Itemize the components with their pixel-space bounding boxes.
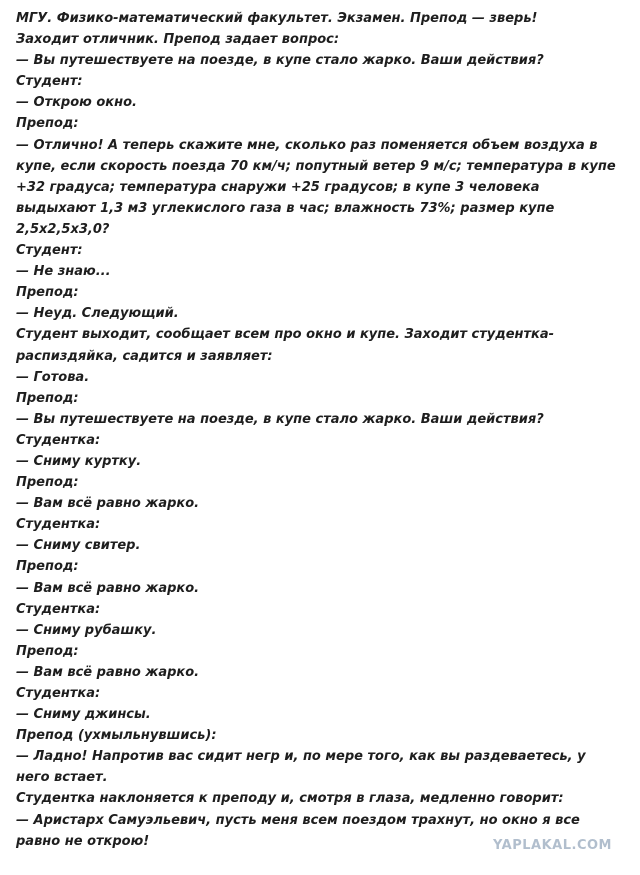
text-paragraph: — Сниму куртку. — [16, 453, 142, 469]
text-paragraph: МГУ. Физико-математический факультет. Экзамен. Препод — зверь! — [16, 11, 538, 26]
text-paragraph: Студентка: — [16, 432, 101, 448]
text-paragraph: Препод: — [16, 285, 79, 301]
text-paragraph: — Отлично! А теперь скажите мне, сколько раз поменяется объем воздуха в купе, если скорость поезда 70 км/ч; попутный ветер 9 м/с; температура в купе +32 градуса; температура снаружи +25 градусов; в купе 3 человека выдыхают 1,3 м3 углекислого газа в час; влажность 73%; размер купе 2,5х2,5х3,0? — [16, 137, 616, 237]
text-paragraph: Препод: — [16, 116, 79, 132]
text-paragraph: Студент выходит, сообщает всем про окно и купе. Заходит студентка-распиздяйка, садится и заявляет: — [16, 327, 555, 364]
text-paragraph: — Неуд. Следующий. — [16, 306, 179, 322]
text-paragraph: Студент: — [16, 243, 83, 259]
text-paragraph: — Вы путешествуете на поезде, в купе стало жарко. Ваши действия? — [16, 53, 544, 69]
text-paragraph: — Аристарх Самуэльевич, пусть меня всем поездом трахнут, но окно я все равно не открою! — [16, 812, 580, 849]
text-paragraph: — Вам всё равно жарко. — [16, 496, 200, 512]
text-paragraph: — Готова. — [16, 369, 90, 385]
text-paragraph: — Вам всё равно жарко. — [16, 580, 200, 596]
text-paragraph: — Не знаю... — [16, 264, 111, 280]
text-paragraph: — Сниму джинсы. — [16, 707, 151, 723]
text-paragraph: Заходит отличник. Препод задает вопрос: — [16, 32, 340, 48]
text-paragraph: Студент: — [16, 74, 83, 90]
site-watermark: YAPLAKAL.COM — [493, 838, 612, 853]
text-paragraph: — Сниму свитер. — [16, 538, 141, 554]
text-paragraph: Препод: — [16, 475, 79, 491]
text-paragraph: Студентка наклоняется к преподу и, смотря в глаза, медленно говорит: — [16, 791, 564, 807]
text-paragraph: — Вам всё равно жарко. — [16, 664, 200, 680]
text-paragraph: Препод (ухмыльнувшись): — [16, 728, 217, 744]
text-paragraph: Студентка: — [16, 517, 101, 533]
text-paragraph: Студентка: — [16, 686, 101, 701]
text-paragraph: Препод: — [16, 559, 79, 575]
text-paragraph: — Открою окно. — [16, 95, 137, 111]
text-paragraph: Препод: — [16, 390, 79, 406]
text-paragraph: Препод: — [16, 643, 79, 659]
text-paragraph: — Сниму рубашку. — [16, 622, 157, 638]
text-paragraph: — Вы путешествуете на поезде, в купе стало жарко. Ваши действия? — [16, 411, 544, 427]
text-paragraph: — Ладно! Напротив вас сидит негр и, по мере того, как вы раздеваетесь, у него встает. — [16, 749, 586, 786]
joke-text-block — [16, 8, 616, 852]
text-paragraph: Студентка: — [16, 601, 101, 617]
